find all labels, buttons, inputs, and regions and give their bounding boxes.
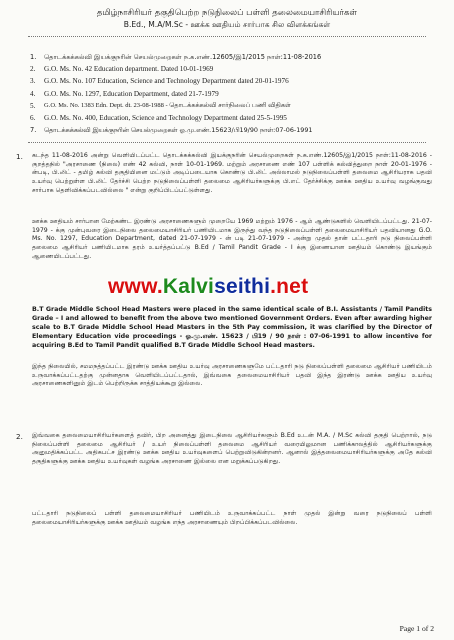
dotted-divider-top	[28, 36, 426, 37]
section-number: 1.	[16, 152, 23, 161]
section1-paragraph1: கடந்த 11-08-2016 அன்று வெளியிடப்பட்ட தொடக்கக்கல்வி இயக்குநரின் செயல்முறைகள் ந.க.எண்.12605/இ1/2015 நாள்:11-08-2016 - குறத்தநில் "அரசாணை (நிலை) எண் 42 கல்வி, நாள் 10-01-1969. மற்றும் அரசாணை எண் 107 பள்ளிக் கல்வித்துறை நாள் 20-01-1976 - ன்படி, பி.லிட் - தமிழ் கல்வி தகுதியினை மட்டும் அடிப்படையாக கொண்டு பி.லிட் அல்லாமல் நடுநிலைப்பள்ளி தலைமை ஆசிரியராக பதவி உயர்வு பெற்றுள்ள பி.லிட் தேர்ச்சி பெற்ற நடுநிலைப்பள்ளி தலைமை ஆசிரியர்களுக்கு பி.எட் தேர்ச்சிக்கு ஊக்க ஊதிய உயர்வு வழங்குவது சார்பாக தெளிவிக்கப்படவில்லை " என்று குறிப்பிடப்பட்டுள்ளது.	[32, 152, 432, 194]
reference-item: 5. G.O. Ms. No. 1383 Edn. Dept. dt. 23-08-1988 - தொடக்கக்கல்வி சார்நிலைப் பணி விதிகள்	[30, 101, 291, 110]
watermark-logo: www.Kalviseithi.net	[108, 275, 309, 298]
reference-item: 6. G.O. Ms. No. 400, Education, Science and Technology Department dated 25-5-1995	[30, 113, 287, 122]
section1-paragraph4: இந்த நிலையில், சமமநத்தப்பட்ட இரண்டு ஊக்க ஊதிய உயர்வு அரசாணைகளுமே பட்டதாரி நடு நிலைப்பள்ளி தலைமை ஆசிரியர் பணியிடம் உருவாக்கப்பட்டதற்கு முன்னதாக வெளியிடப்பட்டதால், இவ்வகை தலைமையாசிரியர் பதவி இந்த இரண்டு ஊக்க ஊதிய உயர்வு அரசாணைகளினும் இடம் பெற்றிருக்க சாத்தியக்கூறு இல்லை.	[32, 363, 432, 388]
reference-item: 2. G.O. Ms. No. 42 Education department. Dated 10-01-1969	[30, 65, 214, 74]
page-number: Page 1 of 2	[399, 624, 434, 633]
reference-item: 3. G.O. Ms. No. 107 Education, Science and Technology Department dated 20-01-1976	[30, 77, 289, 86]
dotted-divider-mid	[28, 142, 426, 143]
section2-paragraph1: இவ்வகை தலைமையாசிரியர்களைத் தவிர், பிற அனைத்து இடைநிலை ஆசிரியர்களும் B.Ed உடன் M.A. / M.Sc கல்வி தகுதி பெற்றால், நடு நிலைப்பள்ளி தலைமை ஆசிரியர் / உயர் நிலைப்பள்ளி தலைமை ஆசிரியர் வரையிலுமான பணிக்காலத்தில் ஆசிரியர்களுக்கு அனுமதிக்கப்பட்ட அதிகபட்ச இரண்டு ஊக்க ஊதிய உயர்வுகளைப் பெற்றுவிடுகின்றனர். ஆனால் இத்தலைமையாசிரியர்களுக்கு அதே கல்வி தகுதிகளுக்கு ஊக்க ஊதிய உயர்வுகள் வழங்க அரசாணை இல்லை என மறுக்கப்படுகிறது.	[32, 432, 432, 466]
reference-list	[30, 51, 430, 136]
document-subtitle: B.Ed., M.A/M.Sc - ஊக்க ஊதியம் சார்பாக சில விளக்கங்கள்	[123, 20, 331, 29]
document-title: தமிழ்நாசிரியர் தகுதிபெற்ற நடுநிலைப் பள்ளி தலைமையாசிரியர்கள்	[96, 8, 358, 18]
reference-item: 4. G.O. Ms. No. 1297, Education Department, dated 21-7-1979	[30, 89, 219, 98]
reference-item: 7. தொடக்கக்கல்வி இயக்குநரின் செயல்முறைகள் ஓ.மு.எண்.15623/பி19/90 நாள்:07-06-1991	[30, 126, 313, 135]
section1-paragraph2: ஊக்க ஊதியம் சார்பான மேற்கண்ட இரண்டு அரசாணைகளும் முறையே 1969 மற்றும் 1976 - ஆம் ஆண்டுகளில் வெளியிடப்பட்டது. 21-07-1979 - க்கு முன்புவரை இடைநிலை தலைமையாசிரியர் பணியிடமாக இருந்து வந்த நடுநிலைப்பள்ளி தலைமையாசிரியர் பதவியானது G.O. Ms. No. 1297, Education Department, dated 21-07-1979 - ன் படி 21-07-1979 - அன்று முதல் தான் பட்டதாரி நடு நிலைப்பள்ளி தலைமை ஆசிரியர் பணியிடமாக தரம் உயர்த்தப்பட்டு B.Ed / Tamil Pandit Grade - I க்கு இணையான ஊதியம் கொண்டு இயங்கும் ஆணையிடப்பட்டது.	[32, 218, 432, 260]
section2-paragraph2: பட்டதாரி நடுநிலைப் பள்ளி தலைமையாசிரியர் பணியிடம் உருவாக்கப்பட்ட நாள் முதல் இன்று வரை நடுநிலைப் பள்ளி தலைமையாசிரியர்களுக்கு ஊக்க ஊதியம் வழங்க எந்த அரசாணையும் பிறப்பிக்கப்படவில்லை.	[32, 510, 432, 526]
section-number: 2.	[16, 432, 23, 441]
reference-item: 1. தொடக்கக்கல்வி இயக்குநரின் செயல்முறைகள் ந.க.எண்.12605/இ1/2015 நாள்:11-08-2016	[30, 53, 322, 61]
section1-paragraph3: B.T Grade Middle School Head Masters were placed in the same identical scale of B.I. Assistants / Tamil Pandits Grade – I and allowed to benefit from the above two mentioned Government Orders. Even after awarding higher scale to B.T Grade Middle School Head Masters in the 5th Pay commission, it was clarified by the Director of Elementary Education vide proceedings - ஓ.மு.எண். 15623 / பி19 / 90 நாள் : 07-06-1991 to allow incentive for acquiring B.Ed to Tamil Pandit qualified B.T Grade Middle School Head masters.	[32, 306, 432, 349]
